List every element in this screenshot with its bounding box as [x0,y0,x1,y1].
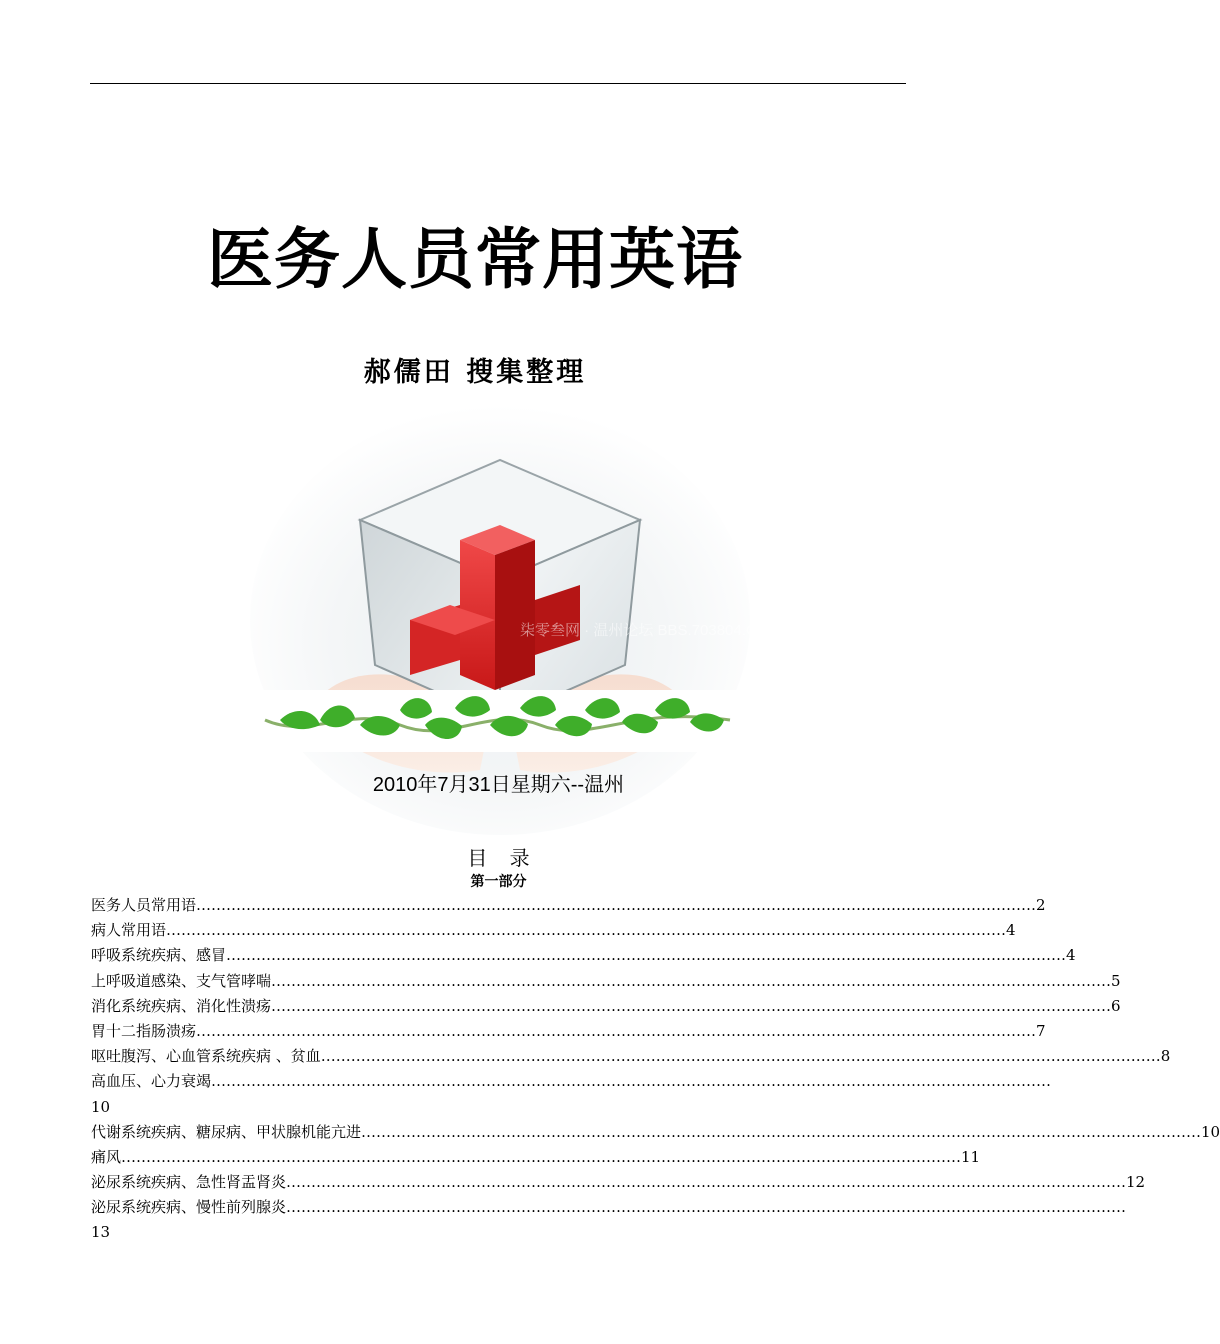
toc-entry-page: 6 [1111,996,1121,1015]
toc-entry[interactable] [91,1069,1052,1094]
toc-entry-page: 5 [1111,971,1121,990]
toc-entry[interactable] [91,1145,981,1170]
toc-entry-title: 代谢系统疾病、糖尿病、甲状腺机能亢进 [91,1122,362,1141]
header-rule [90,83,906,84]
toc-entry-title: 高血压、心力衰竭 [91,1072,212,1091]
toc-entry[interactable] [91,1195,1127,1220]
toc-entry-title: 泌尿系统疾病、急性肾盂肾炎 [91,1173,287,1192]
toc-leader-dots: …………………………………………………………………………………………………………………………………………………… [196,1021,1037,1040]
toc-entry-title: 病人常用语 [91,921,167,940]
toc-entry-page: 2 [1036,896,1046,914]
toc-entry[interactable] [91,943,1076,968]
table-of-contents [91,893,1220,1246]
toc-entry-title: 泌尿系统疾病、慢性前列腺炎 [91,1198,287,1217]
date-location-line: 2010年7月31日星期六--温州 [372,774,625,796]
toc-entry-title: 痛风 [91,1147,122,1166]
document-title: 医务人员常用英语 [207,220,743,298]
toc-entry[interactable] [91,893,1046,918]
toc-entry-page: 12 [1126,1173,1146,1192]
toc-entry-title: 消化系统疾病、消化性溃疡 [91,996,272,1015]
toc-leader-dots: …………………………………………………………………………………………………………………………………………………… [196,896,1037,914]
toc-leader-dots: …………………………………………………………………………………………………………………………………………………… [271,971,1112,990]
toc-entry-title: 呕吐腹泻、心血管系统疾病 、贫血 [91,1047,321,1066]
toc-leader-dots: …………………………………………………………………………………………………………………………………………………… [286,1173,1127,1192]
toc-leader-dots: …………………………………………………………………………………………………………………………………………………… [166,921,1007,940]
toc-leader-dots: …………………………………………………………………………………………………………………………………………………… [271,996,1112,1015]
toc-entry-page-wrapped: 13 [91,1223,111,1242]
toc-entry[interactable] [91,969,1121,994]
toc-entry-page: 4 [1006,921,1016,940]
toc-entry[interactable] [91,1044,1171,1069]
toc-entry-title: 上呼吸道感染、支气管哮喘 [91,971,272,990]
toc-entry-page: 8 [1160,1047,1171,1066]
author-line: 郝儒田 搜集整理 [363,357,587,388]
toc-heading: 目 录 [467,848,530,870]
toc-entry-page: 4 [1066,946,1076,965]
toc-entry-title: 呼吸系统疾病、感冒 [91,946,227,965]
toc-leader-dots: …………………………………………………………………………………………………………………………………………………… [320,1047,1161,1066]
toc-entry-page: 10 [1201,1122,1220,1141]
toc-leader-dots: …………………………………………………………………………………………………………………………………………………… [121,1147,962,1166]
toc-entry-page: 11 [961,1147,981,1166]
toc-leader-dots: …………………………………………………………………………………………………………………………………………………… [286,1198,1127,1217]
watermark-text: 柒零叁网 · 温州论坛 BBS.703804.COM [520,622,781,639]
toc-part-label: 第一部分 [470,873,527,889]
toc-entry[interactable] [91,1170,1146,1195]
toc-leader-dots: …………………………………………………………………………………………………………………………………………………… [226,946,1067,965]
toc-entry-title: 胃十二指肠溃疡 [91,1021,197,1040]
toc-leader-dots: …………………………………………………………………………………………………………………………………………………… [211,1072,1052,1091]
toc-entry-page: 7 [1036,1021,1046,1040]
toc-entry[interactable] [91,918,1016,943]
toc-entry[interactable] [91,1120,1220,1145]
toc-leader-dots: …………………………………………………………………………………………………………………………………………………… [361,1122,1202,1141]
toc-entry-title: 医务人员常用语 [91,896,197,914]
toc-entry[interactable] [91,1019,1046,1044]
toc-entry[interactable] [91,994,1121,1019]
toc-entry-page-wrapped: 10 [91,1097,111,1116]
